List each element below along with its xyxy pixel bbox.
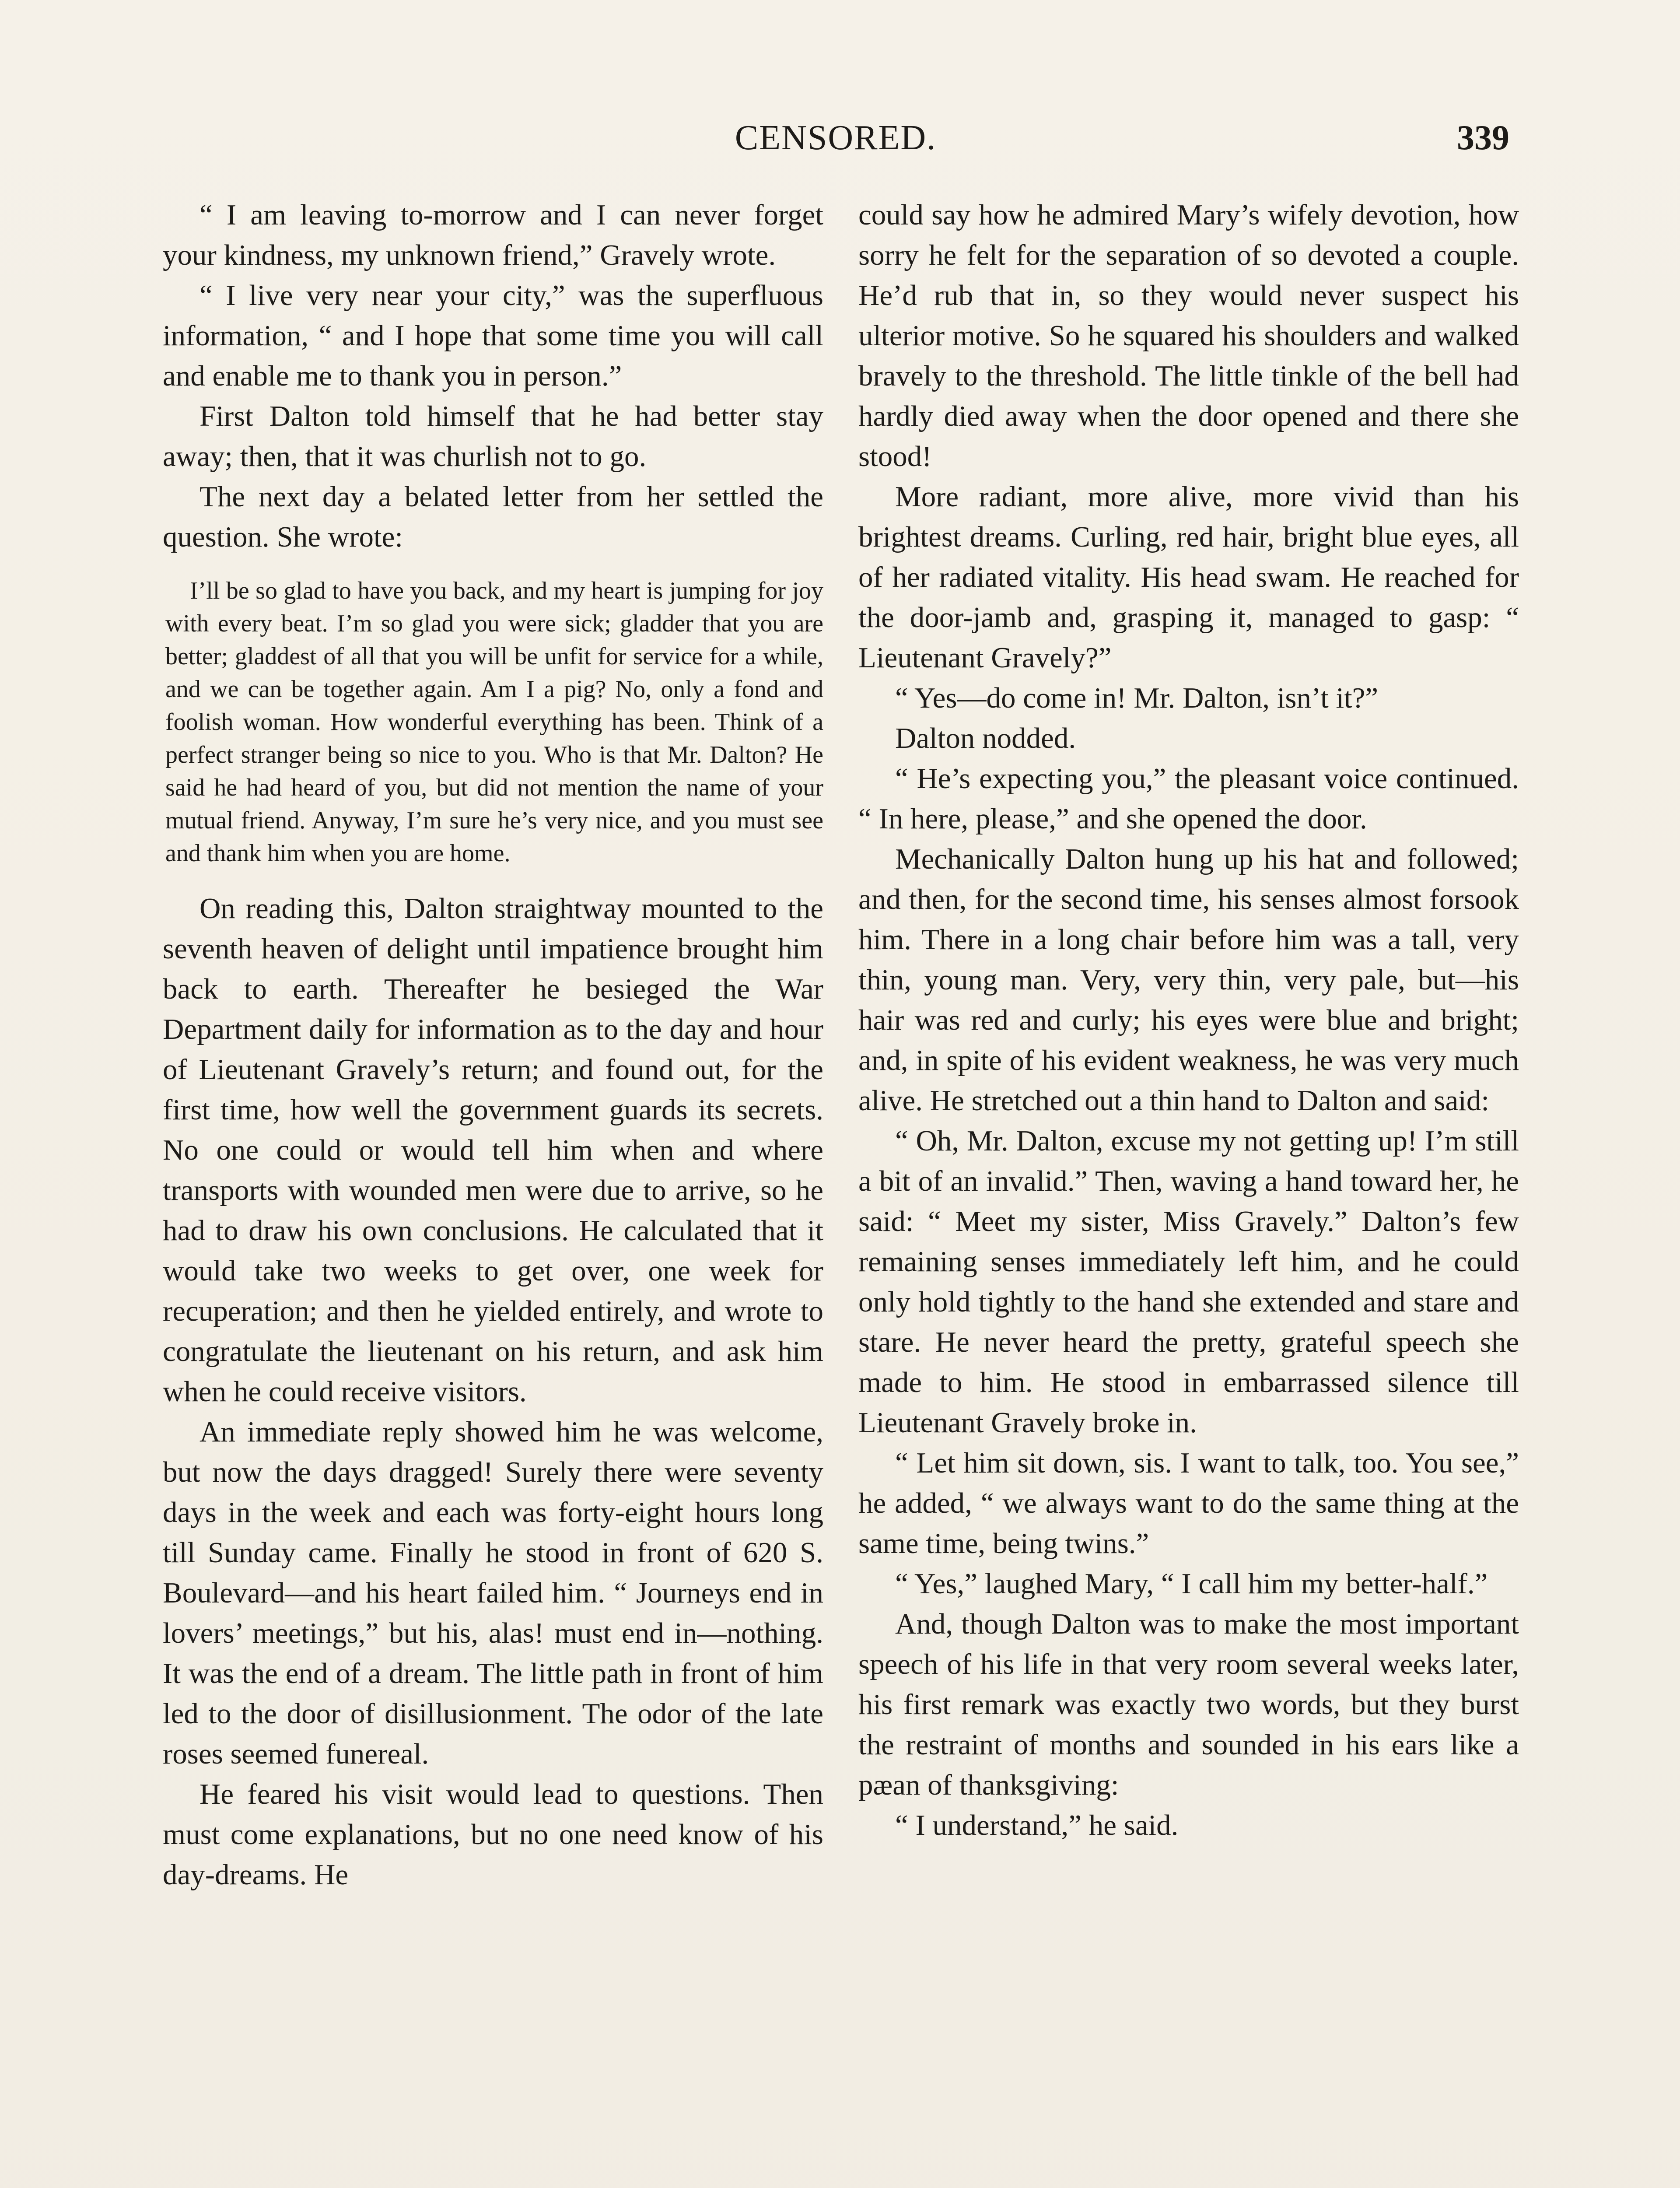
paragraph: “ Yes,” laughed Mary, “ I call him my better-half.” <box>895 1567 1488 1600</box>
paragraph-continued: could say how he admired Mary’s wifely devotion, how sorry he felt for the separation of so devoted a couple. He’d rub that in, so they would never suspect his ulterior motive. So he squared his shoulders and walked bravely to the threshold. The little tinkle of the bell had hardly died away when the door opened and there she stood! <box>858 199 1519 473</box>
paragraph: The next day a belated letter from her settled the question. She wrote: <box>163 480 823 553</box>
running-title: CENSORED. <box>735 119 937 157</box>
paragraph: More radiant, more alive, more vivid than his brightest dreams. Curling, red hair, bright blue eyes, all of her radiated vitality. His head swam. He reached for the door-jamb and, grasping it, managed to gasp: “ Lieutenant Gravely?” <box>858 480 1519 674</box>
paragraph: “ I live very near your city,” was the superfluous information, “ and I hope that some time you will call and enable me to thank you in person.” <box>163 279 823 392</box>
paragraph: An immediate reply showed him he was welcome, but now the days dragged! Surely there were seventy days in the week and each was forty-eight hours long till Sunday came. Finally he stood in front of 620 S. Boulevard—and his heart failed him. “ Journeys end in lovers’ meetings,” but his, alas! must end in—nothing. It was the end of a dream. The little path in front of him led to the door of disillusionment. The odor of the late roses seemed funereal. <box>163 1416 823 1770</box>
paragraph: Mechanically Dalton hung up his hat and followed; and then, for the second time, his senses almost forsook him. There in a long chair before him was a tall, very thin, young man. Very, very thin, very pale, but—his hair was red and curly; his eyes were blue and bright; and, in spite of his evident weakness, he was very much alive. He stretched out a thin hand to Dalton and said: <box>858 843 1519 1117</box>
paragraph: “ Yes—do come in! Mr. Dalton, isn’t it?” <box>895 682 1379 714</box>
paragraph: “ I am leaving to-morrow and I can never forget your kindness, my unknown friend,” Gravely wrote. <box>163 199 823 271</box>
paragraph: “ I understand,” he said. <box>895 1809 1179 1841</box>
page-number: 339 <box>1457 119 1509 157</box>
paragraph: He feared his visit would lead to questions. Then must come explanations, but no one need know of his day-dreams. He <box>163 1778 823 1891</box>
letter-text: I’ll be so glad to have you back, and my heart is jumping for joy with every beat. I’m so glad you were sick; gladder that you are better; gladdest of all that you will be unfit for service for a while, and we can be together again. Am I a pig? No, only a fond and foolish woman. How wonderful everything has been. Think of a perfect stranger being so nice to you. Who is that Mr. Dalton? He said he had heard of you, but did not mention the name of your mutual friend. Anyway, I’m sure he’s very nice, and you must see and thank him when you are home. <box>165 577 823 867</box>
paragraph: First Dalton told himself that he had better stay away; then, that it was churlish not to go. <box>163 400 823 473</box>
paragraph: “ Let him sit down, sis. I want to talk, too. You see,” he added, “ we always want to do the same thing at the same time, being twins.” <box>858 1447 1519 1560</box>
paragraph: On reading this, Dalton straightway mounted to the seventh heaven of delight until impatience brought him back to earth. Thereafter he besieged the War Department daily for information as to the day and hour of Lieutenant Gravely’s return; and found out, for the first time, how well the government guards its secrets. No one could or would tell him when and where transports with wounded men were due to arrive, so he had to draw his own conclusions. He calculated that it would take two weeks to get over, one week for recuperation; and then he yielded entirely, and wrote to congratulate the lieutenant on his return, and ask him when he could receive visitors. <box>163 892 823 1408</box>
paragraph: “ He’s expecting you,” the pleasant voice continued. “ In here, please,” and she opened the door. <box>858 762 1519 835</box>
right-column <box>858 195 1519 1845</box>
paragraph: Dalton nodded. <box>895 722 1076 754</box>
paragraph: “ Oh, Mr. Dalton, excuse my not getting up! I’m still a bit of an invalid.” Then, waving a hand toward her, he said: “ Meet my sister, Miss Gravely.” Dalton’s few remaining senses immediately left him, and he could only hold tightly to the hand she extended and stare and stare. He never heard the pretty, grateful speech she made to him. He stood in embarrassed silence till Lieutenant Gravely broke in. <box>858 1125 1519 1439</box>
left-column <box>163 195 823 1895</box>
running-head <box>162 118 1509 162</box>
quoted-letter <box>163 575 823 870</box>
paragraph: And, though Dalton was to make the most important speech of his life in that very room several weeks later, his first remark was exactly two words, but they burst the restraint of months and sounded in his ears like a pæan of thanksgiving: <box>858 1608 1519 1801</box>
